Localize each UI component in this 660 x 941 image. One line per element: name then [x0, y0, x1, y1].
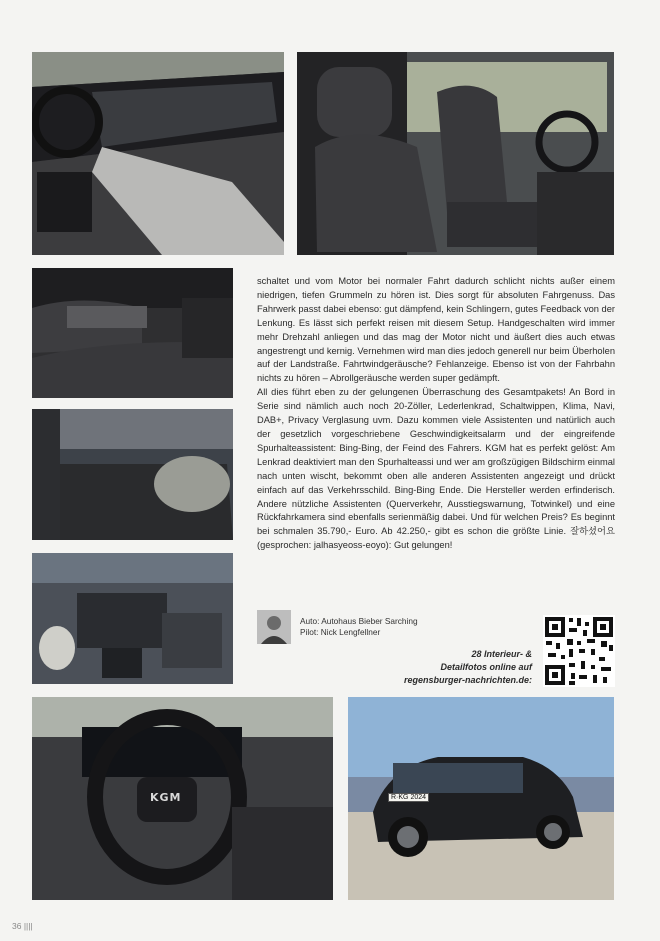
avatar	[257, 610, 291, 644]
credits-block	[257, 610, 497, 646]
photo-exterior	[348, 697, 614, 900]
article-paragraph: schaltet und vom Motor bei normaler Fahrt dadurch schlicht nichts außer einem niedrigen, tiefen Grummeln zu hören ist. Dies sorgt für absoluten Fahrgenuss. Das Fahrwerk passt dabei ebenso: gut dämpfend, kein Schlingern, gutes Feedback von der Lenkung. Es lässt sich perfekt reisen mit diesem Setup. Handgeschalten wird immer mehr Drehzahl anliegen und das mag der Motor nicht und äußert dies auch etwas angestrengt und kernig. Vernehmen wird man dies jedoch generell nur beim Überholen auf der Landstraße. Fahrtwindgeräusche? Fehlanzeige. Ebenso ist von der Fahrbahn nichts zu hören – Abrollgeräusche werden super gedämpft.	[257, 276, 615, 384]
photo-rear-armrest	[32, 268, 233, 398]
credit-auto: Auto: Autohaus Bieber Sarching	[300, 616, 418, 626]
qr-code-icon[interactable]	[543, 615, 615, 687]
steering-wheel-logo: KGM	[150, 791, 182, 804]
article-body	[257, 275, 615, 553]
photo-steering-wheel	[32, 697, 333, 900]
credit-pilot: Pilot: Nick Lengfellner	[300, 627, 381, 637]
photo-engine	[32, 553, 233, 684]
online-photos-promo	[342, 648, 532, 687]
license-plate: R·KG 2024	[388, 793, 429, 802]
promo-line: 28 Interieur- &	[471, 649, 532, 659]
photo-trunk	[32, 409, 233, 540]
photo-dashboard	[32, 52, 284, 255]
page-number: 36 ||||	[12, 921, 33, 931]
article-paragraph: All dies führt eben zu der gelungenen Überraschung des Gesamtpakets! An Bord in Serie sind nämlich auch noch 20-Zöller, Lederlenkrad, Schaltwippen, Klima, Navi, DAB+, Privacy Verglasung uvm. Dazu kommen viele Assistenten und natürlich auch der gesetzlich vorgeschriebene Geschwindigkeitsalarm und der eingreifende Spurhalteassistent: Bing-Bing, der Feind des Fahrers. KGM hat es perfekt gelöst: Am Lenkrad deaktiviert man den Spurhalteassi und wer am großzügigen Bildschirm einmal nach unten wischt, bekommt oben alle anderen Assistenten angezeigt und drückt einfach auf das Verkehrsschild. Bing-Bing Ende. Die Hersteller werden erfinderisch. Andere nützliche Assistenten (Querverkehr, Ausstiegswarnung, Totwinkel) und eine Rückfahrkamera sind ebenfalls serienmäßig dabei. Und für welchen Preis? Es beginnt bei schmalen 35.790,- Euro. Ab 42.250,- gibt es schon die größte Linie. 잘하셨어요 (gesprochen: jalhasyeoss-eoyo): Gut gelungen!	[257, 387, 615, 551]
promo-line: Detailfotos online auf	[440, 662, 532, 672]
photo-front-seats	[297, 52, 614, 255]
promo-link[interactable]: regensburger-nachrichten.de:	[403, 675, 532, 685]
